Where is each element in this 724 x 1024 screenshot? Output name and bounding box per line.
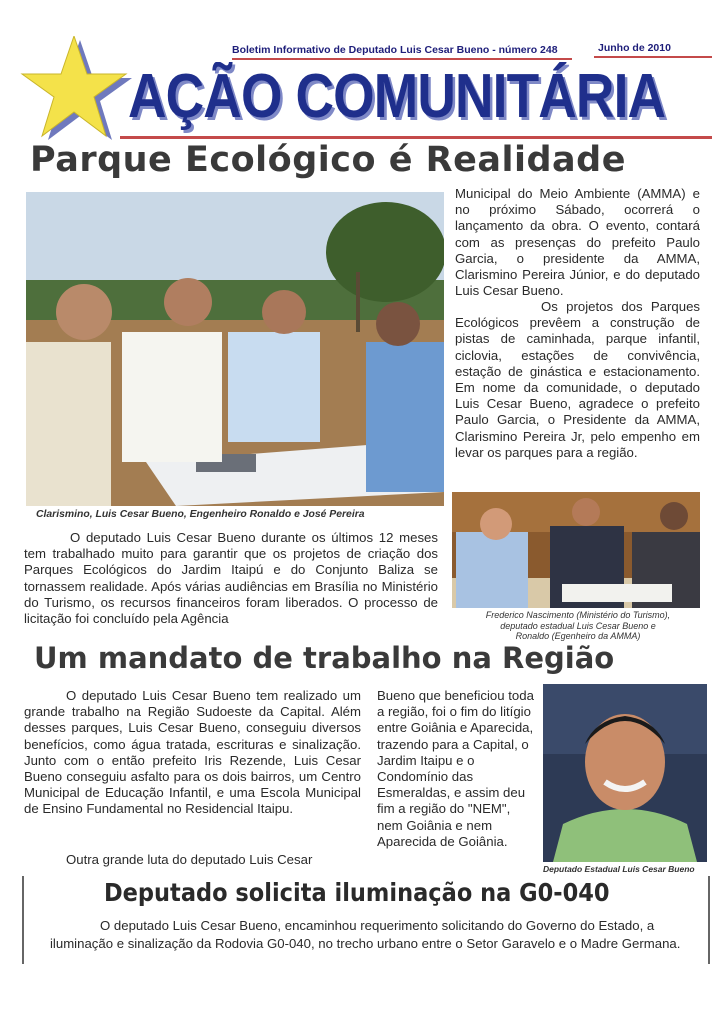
meeting-photo <box>452 492 700 608</box>
meeting-caption-line-3: Ronaldo (Egenheiro da AMMA) <box>515 631 641 641</box>
meeting-caption-line-1: Frederico Nascimento (Ministério do Turismo), <box>485 610 671 620</box>
article3-title: Deputado solicita iluminação na G0-040 <box>104 878 610 907</box>
portrait-caption: Deputado Estadual Luis Cesar Bueno <box>543 864 695 874</box>
masthead-title: AÇÃO COMUNITÁRIA <box>128 62 666 131</box>
article2-p1: O deputado Luis Cesar Bueno tem realizado um grande trabalho na Região Sudoeste da Capital. Além desses parques, Luis Cesar Bueno, conseguiu diversos benefícios, como água tratada, escrituras e sinalização. Junto com o então prefeito Iris Rezende, Luis Cesar Bueno conseguiu asfalto para os dois bairros, um Centro Municipal de Educação Infantil, e uma Escola Municipal de Ensino Fundamental no Residencial Itaipu. <box>24 688 361 817</box>
park-site-photo <box>26 192 444 506</box>
article2-title: Um mandato de trabalho na Região <box>34 641 615 675</box>
park-photo-caption: Clarismino, Luis Cesar Bueno, Engenheiro Ronaldo e José Pereira <box>36 509 365 520</box>
article2-p2: Outra grande luta do deputado Luis Cesar <box>66 852 313 867</box>
article2-col-mid: Bueno que beneficiou toda a região, foi o fim do litígio entre Goiânia e Aparecida, trazendo para a Capital, o Jardim Itaipu e o Condomínio das Esmeraldas, e assim deu fim a região do "NEM", nem Goiânia e nem Aparecida de Goiânia. <box>377 688 534 849</box>
article1-body: O deputado Luis Cesar Bueno durante os últimos 12 meses tem trabalhado muito para garantir que os projetos de criação dos Parques Ecológicos do Jardim Itaipú e do Conjunto Baliza se tornassem realidade. Após várias audiências em Brasília no Ministério do Turismo, os recursos financeiros foram liberados. O processo de licitação foi concluído pela Agência <box>24 530 438 627</box>
article1-title: Parque Ecológico é Realidade <box>30 140 626 180</box>
article1-right-p2: Os projetos dos Parques Ecológicos prevêem a construção de pistas de caminhada, parque infantil, ciclovia, estações de convivência, estação de ginástica e estacionamento. Em nome da comunidade, o deputado Luis Cesar Bueno, agradece o prefeito Paulo Garcia, o Presidente da AMMA, Clarismino Pereira Jr, pelo empenho em levar os parques para a região. <box>455 299 700 460</box>
left-border <box>22 876 24 964</box>
date-rule <box>594 56 712 58</box>
bulletin-line: Boletim Informativo de Deputado Luis Cesar Bueno - número 248 <box>232 44 558 56</box>
star-logo-icon <box>14 36 134 146</box>
issue-date: Junho de 2010 <box>598 42 671 54</box>
article1-right-p1: Municipal do Meio Ambiente (AMMA) e no próximo Sábado, ocorrerá o lançamento da obra. O evento, contará com as presenças do prefeito Paulo Garcia, o presidente da AMMA, Clarismino Pereira Júnior, e do deputado Luis Cesar Bueno. <box>455 186 700 299</box>
meeting-caption-line-2: deputado estadual Luis Cesar Bueno e <box>500 620 656 631</box>
meeting-photo-caption <box>452 610 704 642</box>
deputy-portrait <box>543 684 707 862</box>
article3-body: O deputado Luis Cesar Bueno, encaminhou requerimento solicitando do Governo do Estado, a iluminação e sinalização da Rodovia G0-040, no trecho urbano entre o Setor Garavelo e o Madre Germana. <box>50 918 681 951</box>
masthead-rule <box>120 136 712 139</box>
